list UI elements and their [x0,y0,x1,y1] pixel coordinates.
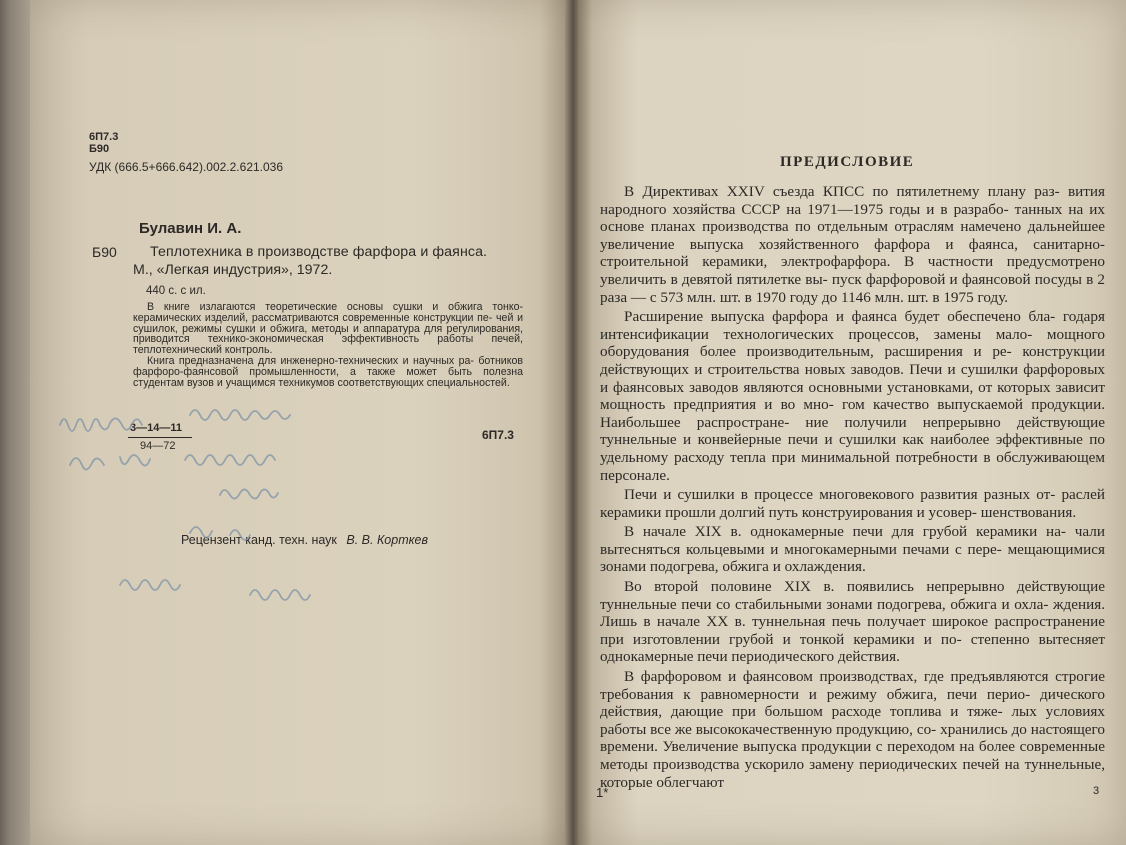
annotation-paragraph: В книге излагаются теоретические основы сушки и обжига тонко- керамических изделий, рассматриваются современные конструкции пе- чей и сушилок, режимы сушки и обжига, методы и аппаратура для регулирования, приводится технико-экономическая эффективность работы печей, теплотехнический контроль. [133,301,523,357]
reviewer-label: Рецензент канд. техн. наук [181,533,337,547]
preface-paragraph: Расширение выпуска фарфора и фаянса будет обеспечено бла- годаря интенсификации технологических процессов, замены мало- мощного оборудования более производительным, расширения и ре- конструкции действующих и строительства новых заводов. Печи и сушилки фарфоровых и фаянсовых заводов являются основными установками, от которых зависит мощность предприятия и во мно- гом качество выпускаемой продукции. Наибольшее распростране- ние получили непрерывно действующие туннельные и конвейерные печи и сушилки как наиболее эффективные по удельному расходу тепла при минимальной потребности в обслуживающем персонале. [600,308,1105,484]
annotation-paragraph: Книга предназначена для инженерно-технических и научных ра- ботников фарфоро-фаянсовой промышленности, а также может быть полезна студентам вузов и учащимся техникумов соответствующих специальностей. [133,354,523,389]
bbk-code-top: 6П7.3 [89,131,119,143]
bbk-code-bottom: 6П7.3 [482,428,514,442]
preface-heading: ПРЕДИСЛОВИЕ [780,154,915,170]
preface-text [600,183,1105,793]
index-sub: 94—72 [140,440,176,452]
page-number: 3 [1093,785,1100,797]
catalog-mark: Б90 [92,244,117,260]
pages-line: 440 с. с ил. [146,285,206,297]
publisher-line: М., «Легкая индустрия», 1972. [133,262,333,278]
preface-paragraph: Печи и сушилки в процессе многовекового развития разных от- раслей керамики прошли долгий путь конструирования и усовер- шенствования. [600,486,1105,521]
bbk-code-b90: Б90 [89,143,110,155]
preface-paragraph: Во второй половине XIX в. появились непрерывно действующие туннельные печи со стабильными зонами подогрева, обжига и охла- ждения. Лишь в начале XX в. туннельная печь получает широкое распространение при изготовлении грубой и тонкой керамики и по- степенно вытесняет однокамерные печи периодического действия. [600,578,1105,666]
udk-line: УДК (666.5+666.642).002.2.621.036 [89,160,284,174]
preface-paragraph: В фарфоровом и фаянсовом производствах, где предъявляются строгие требования к равномерности и режиму обжига, печи перио- дического действия, дающие при большом расходе топлива и тяже- лых условиях работы все же высококачественную продукцию, со- хранились до настоящего времени. Увеличение выпуска продукции с переходом на более современные методы производства ускорило замену периодических печей на туннельные, которые облегчают [600,668,1105,791]
reviewer-line [181,533,428,547]
index-divider [128,437,192,438]
book-title-line: Теплотехника в производстве фарфора и фаянса. [150,244,488,260]
author-name: Булавин И. А. [139,220,242,237]
page-signature: 1* [596,785,609,800]
left-page [30,0,570,845]
book-annotation [133,302,523,388]
index-number: 3—14—11 [130,422,182,434]
reviewer-name: В. В. Корткев [346,533,429,547]
preface-paragraph: В начале XIX в. однокамерные печи для грубой керамики на- чали вытесняться кольцевыми и многокамерными печами с пере- мещающимися зонами подогрева, обжига и охлаждения. [600,523,1105,576]
preface-paragraph: В Директивах XXIV съезда КПСС по пятилетнему плану раз- вития народного хозяйства СССР на 1971—1975 годы и в разрабо- танных на их основе планах производства по отдельным отраслям намечено дальнейшее увеличение выпуска хозяйственного фарфора и фаянса, санитарно-строительной керамики, электрофарфора. В частности предусмотрено увеличить в девятой пятилетке вы- пуск фарфоровой и фаянсовой посуды в 2 раза — с 573 млн. шт. в 1970 году до 1146 млн. шт. в 1975 году. [600,183,1105,306]
